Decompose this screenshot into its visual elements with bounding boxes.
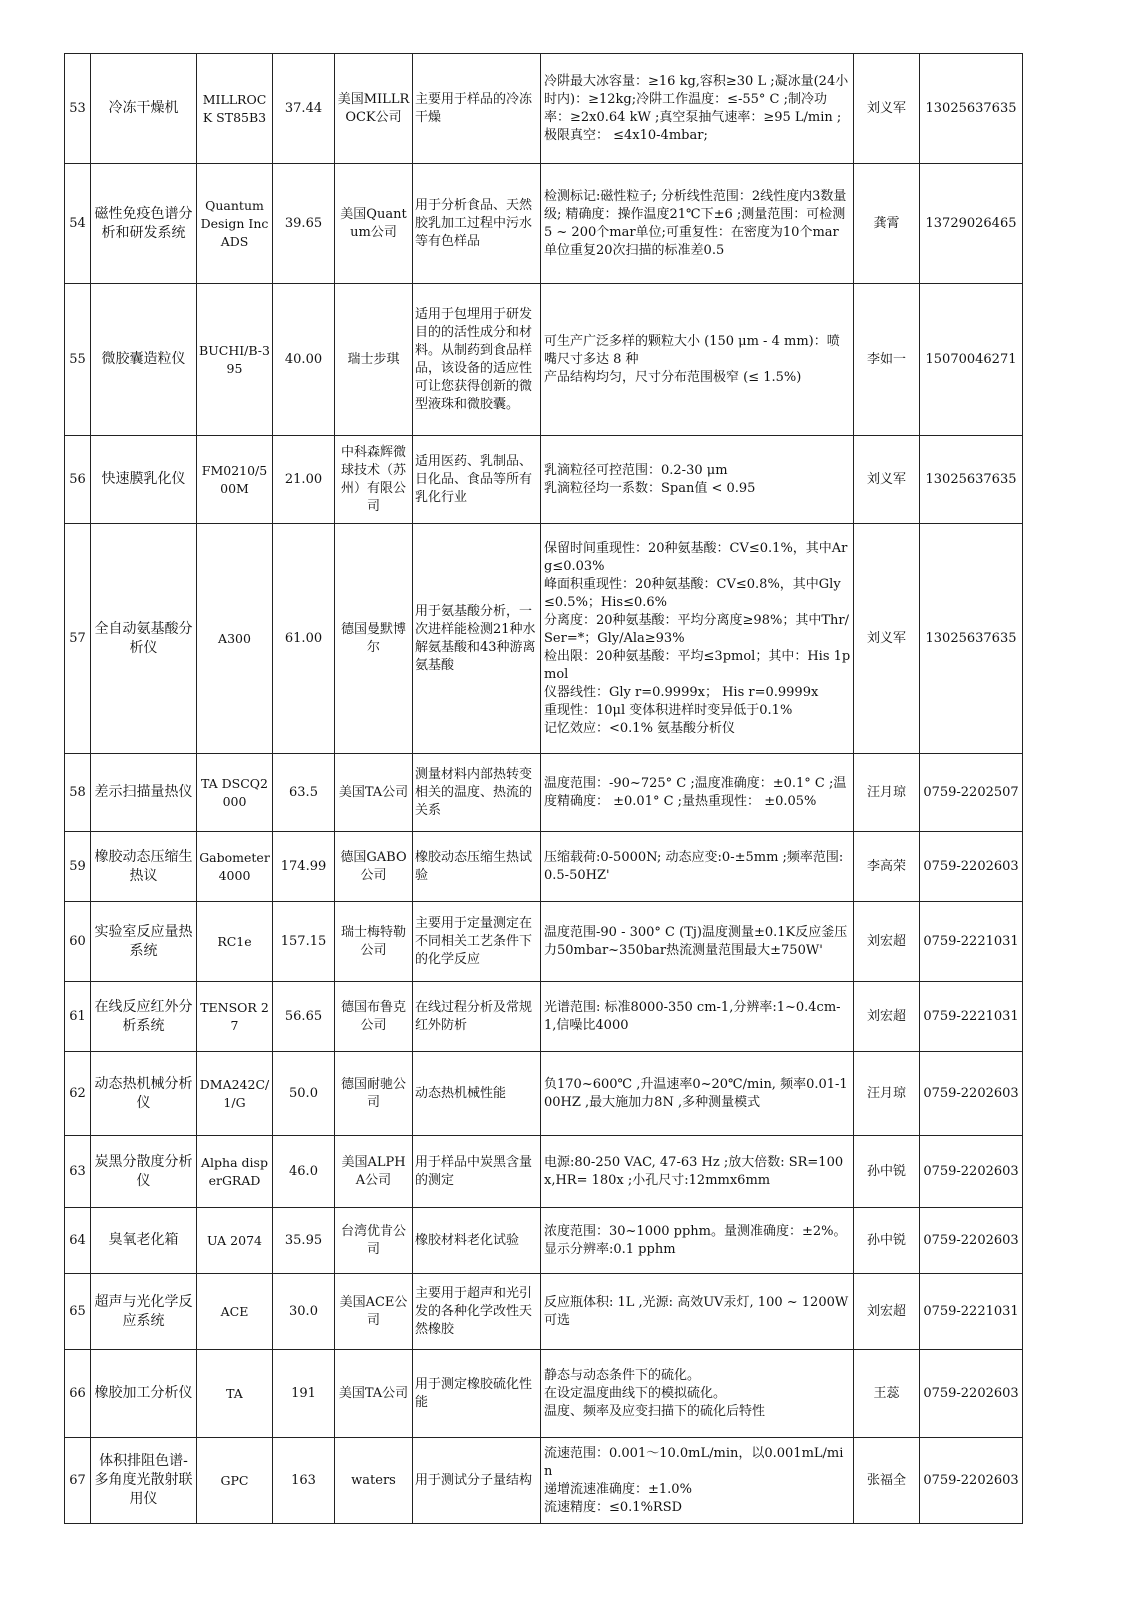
equipment-name: 体积排阻色谱-多角度光散射联用仪 [91,1438,197,1524]
table-row [65,982,1023,1052]
model-number: BUCHI/B-395 [197,284,273,436]
contact-phone: 0759-2202603 [920,1208,1023,1274]
technical-specs: 保留时间重现性：20种氨基酸：CV≤0.1%，其中Arg≤0.03% 峰面积重现性：20种氨基酸：CV≤0.8%，其中Gly≤0.5%；His≤0.6% 分离度：20种氨基酸：平均分离度≥98%；其中Thr/Ser=*；Gly/Ala≥93% 检出限：20种氨基酸：平均≤3pmol；其中：His 1pmol 仪器线性：Gly r=0.9999x； His r=0.9999x 重现性：10μl 变体积进样时变异低于0.1% 记忆效应：<0.1% 氨基酸分析仪 [541,524,854,754]
usage-description: 橡胶动态压缩生热试验 [413,832,541,902]
manufacturer: 台湾优肯公司 [335,1208,413,1274]
manufacturer: 瑞士步琪 [335,284,413,436]
table-row [65,1136,1023,1208]
unit-value: 39.65 [273,164,335,284]
usage-description: 适用医药、乳制品、日化品、食品等所有乳化行业 [413,436,541,524]
manufacturer: 美国MILLROCK公司 [335,54,413,164]
contact-person: 刘宏超 [854,902,920,982]
equipment-name: 微胶囊造粒仪 [91,284,197,436]
contact-phone: 0759-2202603 [920,1136,1023,1208]
manufacturer: 美国ACE公司 [335,1274,413,1350]
usage-description: 用于测定橡胶硫化性能 [413,1350,541,1438]
contact-phone: 13729026465 [920,164,1023,284]
unit-value: 157.15 [273,902,335,982]
table-row [65,1052,1023,1136]
unit-value: 21.00 [273,436,335,524]
row-number: 56 [65,436,91,524]
contact-person: 王蕊 [854,1350,920,1438]
table-row [65,1350,1023,1438]
unit-value: 40.00 [273,284,335,436]
table-row [65,1438,1023,1524]
technical-specs: 压缩载荷:0-5000N; 动态应变:0-±5mm ;频率范围:0.5-50HZ' [541,832,854,902]
row-number: 54 [65,164,91,284]
usage-description: 用于样品中炭黑含量的测定 [413,1136,541,1208]
unit-value: 174.99 [273,832,335,902]
unit-value: 63.5 [273,754,335,832]
model-number: MILLROCK ST85B3 [197,54,273,164]
row-number: 67 [65,1438,91,1524]
usage-description: 动态热机械性能 [413,1052,541,1136]
manufacturer: 美国TA公司 [335,754,413,832]
technical-specs: 乳滴粒径可控范围：0.2-30 μm 乳滴粒径均一系数：Span值 < 0.95 [541,436,854,524]
usage-description: 橡胶材料老化试验 [413,1208,541,1274]
contact-phone: 0759-2202603 [920,1350,1023,1438]
contact-phone: 0759-2202603 [920,1438,1023,1524]
technical-specs: 温度范围-90 - 300° C (Tj)温度测量±0.1K反应釜压力50mbar~350bar热流测量范围最大±750W' [541,902,854,982]
technical-specs: 电源:80-250 VAC, 47-63 Hz ;放大倍数: SR=100x,HR= 180x ;小孔尺寸:12mmx6mm [541,1136,854,1208]
contact-person: 李高荣 [854,832,920,902]
equipment-name: 实验室反应量热系统 [91,902,197,982]
contact-phone: 13025637635 [920,524,1023,754]
technical-specs: 反应瓶体积: 1L ,光源: 高效UV汞灯, 100 ~ 1200W 可选 [541,1274,854,1350]
model-number: DMA242C/1/G [197,1052,273,1136]
usage-description: 用于测试分子量结构 [413,1438,541,1524]
equipment-name: 动态热机械分析仪 [91,1052,197,1136]
row-number: 60 [65,902,91,982]
unit-value: 37.44 [273,54,335,164]
technical-specs: 光谱范围: 标准8000-350 cm-1,分辨率:1~0.4cm-1,信噪比4000 [541,982,854,1052]
table-row [65,524,1023,754]
manufacturer: 瑞士梅特勒公司 [335,902,413,982]
usage-description: 主要用于定量测定在不同相关工艺条件下的化学反应 [413,902,541,982]
equipment-name: 差示扫描量热仪 [91,754,197,832]
manufacturer: 德国耐驰公司 [335,1052,413,1136]
unit-value: 46.0 [273,1136,335,1208]
usage-description: 主要用于超声和光引发的各种化学改性天然橡胶 [413,1274,541,1350]
usage-description: 主要用于样品的冷冻干燥 [413,54,541,164]
usage-description: 测量材料内部热转变相关的温度、热流的关系 [413,754,541,832]
manufacturer: 德国GABO公司 [335,832,413,902]
model-number: TA [197,1350,273,1438]
model-number: Quantum Design Inc ADS [197,164,273,284]
table-row [65,284,1023,436]
technical-specs: 静态与动态条件下的硫化。 在设定温度曲线下的模拟硫化。 温度、频率及应变扫描下的硫化后特性 [541,1350,854,1438]
manufacturer: 美国ALPHA公司 [335,1136,413,1208]
model-number: FM0210/500M [197,436,273,524]
manufacturer: waters [335,1438,413,1524]
manufacturer: 美国Quantum公司 [335,164,413,284]
technical-specs: 流速范围：0.001～10.0mL/min，以0.001mL/min 递增流速准确度：±1.0% 流速精度：≤0.1%RSD [541,1438,854,1524]
contact-person: 刘义军 [854,436,920,524]
row-number: 53 [65,54,91,164]
unit-value: 191 [273,1350,335,1438]
model-number: Alpha disperGRAD [197,1136,273,1208]
contact-person: 张福全 [854,1438,920,1524]
table-row [65,902,1023,982]
model-number: GPC [197,1438,273,1524]
technical-specs: 检测标记:磁性粒子; 分析线性范围：2线性度内3数量级; 精确度：操作温度21℃下±6 ;测量范围：可检测5 ~ 200个mar单位;可重复性：在密度为10个mar单位重复20次扫描的标准差0.5 [541,164,854,284]
technical-specs: 温度范围：-90~725° C ;温度准确度：±0.1° C ;温度精确度： ±0.01° C ;量热重现性： ±0.05% [541,754,854,832]
equipment-name: 炭黑分散度分析仪 [91,1136,197,1208]
contact-phone: 0759-2202507 [920,754,1023,832]
equipment-name: 橡胶加工分析仪 [91,1350,197,1438]
table-row [65,1208,1023,1274]
contact-person: 刘义军 [854,54,920,164]
equipment-name: 超声与光化学反应系统 [91,1274,197,1350]
contact-phone: 15070046271 [920,284,1023,436]
contact-phone: 0759-2221031 [920,982,1023,1052]
table-row [65,832,1023,902]
equipment-table [64,53,1023,1524]
model-number: A300 [197,524,273,754]
model-number: Gabometer 4000 [197,832,273,902]
model-number: RC1e [197,902,273,982]
contact-person: 龚霄 [854,164,920,284]
contact-person: 孙中锐 [854,1208,920,1274]
equipment-name: 橡胶动态压缩生热议 [91,832,197,902]
contact-phone: 0759-2221031 [920,1274,1023,1350]
contact-person: 孙中锐 [854,1136,920,1208]
usage-description: 用于氨基酸分析，一次进样能检测21种水解氨基酸和43种游离氨基酸 [413,524,541,754]
row-number: 66 [65,1350,91,1438]
usage-description: 用于分析食品、天然胶乳加工过程中污水等有色样品 [413,164,541,284]
unit-value: 35.95 [273,1208,335,1274]
contact-person: 汪月琼 [854,1052,920,1136]
contact-person: 汪月琼 [854,754,920,832]
manufacturer: 德国曼默博尔 [335,524,413,754]
table-row [65,54,1023,164]
table-row [65,1274,1023,1350]
technical-specs: 可生产广泛多样的颗粒大小 (150 μm - 4 mm)：喷嘴尺寸多达 8 种 产品结构均匀，尺寸分布范围极窄 (≤ 1.5%) [541,284,854,436]
row-number: 64 [65,1208,91,1274]
contact-person: 刘宏超 [854,982,920,1052]
contact-phone: 0759-2202603 [920,1052,1023,1136]
row-number: 59 [65,832,91,902]
equipment-name: 快速膜乳化仪 [91,436,197,524]
model-number: UA 2074 [197,1208,273,1274]
technical-specs: 浓度范围：30~1000 pphm。量测准确度：±2%。显示分辨率:0.1 pphm [541,1208,854,1274]
technical-specs: 负170~600℃ ,升温速率0~20℃/min, 频率0.01-100HZ ,最大施加力8N ,多种测量模式 [541,1052,854,1136]
unit-value: 30.0 [273,1274,335,1350]
contact-phone: 0759-2202603 [920,832,1023,902]
contact-person: 刘宏超 [854,1274,920,1350]
usage-description: 适用于包埋用于研发目的的活性成分和材料。从制药到食品样品，该设备的适应性可让您获得创新的微型液珠和微胶囊。 [413,284,541,436]
row-number: 62 [65,1052,91,1136]
contact-person: 李如一 [854,284,920,436]
unit-value: 56.65 [273,982,335,1052]
row-number: 57 [65,524,91,754]
equipment-name: 冷冻干燥机 [91,54,197,164]
row-number: 58 [65,754,91,832]
row-number: 65 [65,1274,91,1350]
model-number: TA DSCQ2000 [197,754,273,832]
unit-value: 163 [273,1438,335,1524]
row-number: 55 [65,284,91,436]
contact-person: 刘义军 [854,524,920,754]
equipment-name: 在线反应红外分析系统 [91,982,197,1052]
table-row [65,436,1023,524]
usage-description: 在线过程分析及常规红外防析 [413,982,541,1052]
equipment-name: 全自动氨基酸分析仪 [91,524,197,754]
manufacturer: 美国TA公司 [335,1350,413,1438]
unit-value: 50.0 [273,1052,335,1136]
equipment-name: 磁性免疫色谱分析和研发系统 [91,164,197,284]
contact-phone: 13025637635 [920,54,1023,164]
technical-specs: 冷阱最大冰容量：≥16 kg,容积≥30 L ;凝冰量(24小时内)：≥12kg;冷阱工作温度：≤-55° C ;制冷功率：≥2x0.64 kW ;真空泵抽气速率：≥95 L/min ; 极限真空： ≤4x10-4mbar; [541,54,854,164]
row-number: 63 [65,1136,91,1208]
row-number: 61 [65,982,91,1052]
model-number: ACE [197,1274,273,1350]
contact-phone: 0759-2221031 [920,902,1023,982]
unit-value: 61.00 [273,524,335,754]
equipment-name: 臭氧老化箱 [91,1208,197,1274]
model-number: TENSOR 27 [197,982,273,1052]
table-row [65,754,1023,832]
table-row [65,164,1023,284]
manufacturer: 德国布鲁克公司 [335,982,413,1052]
contact-phone: 13025637635 [920,436,1023,524]
manufacturer: 中科森辉微球技术（苏州）有限公司 [335,436,413,524]
